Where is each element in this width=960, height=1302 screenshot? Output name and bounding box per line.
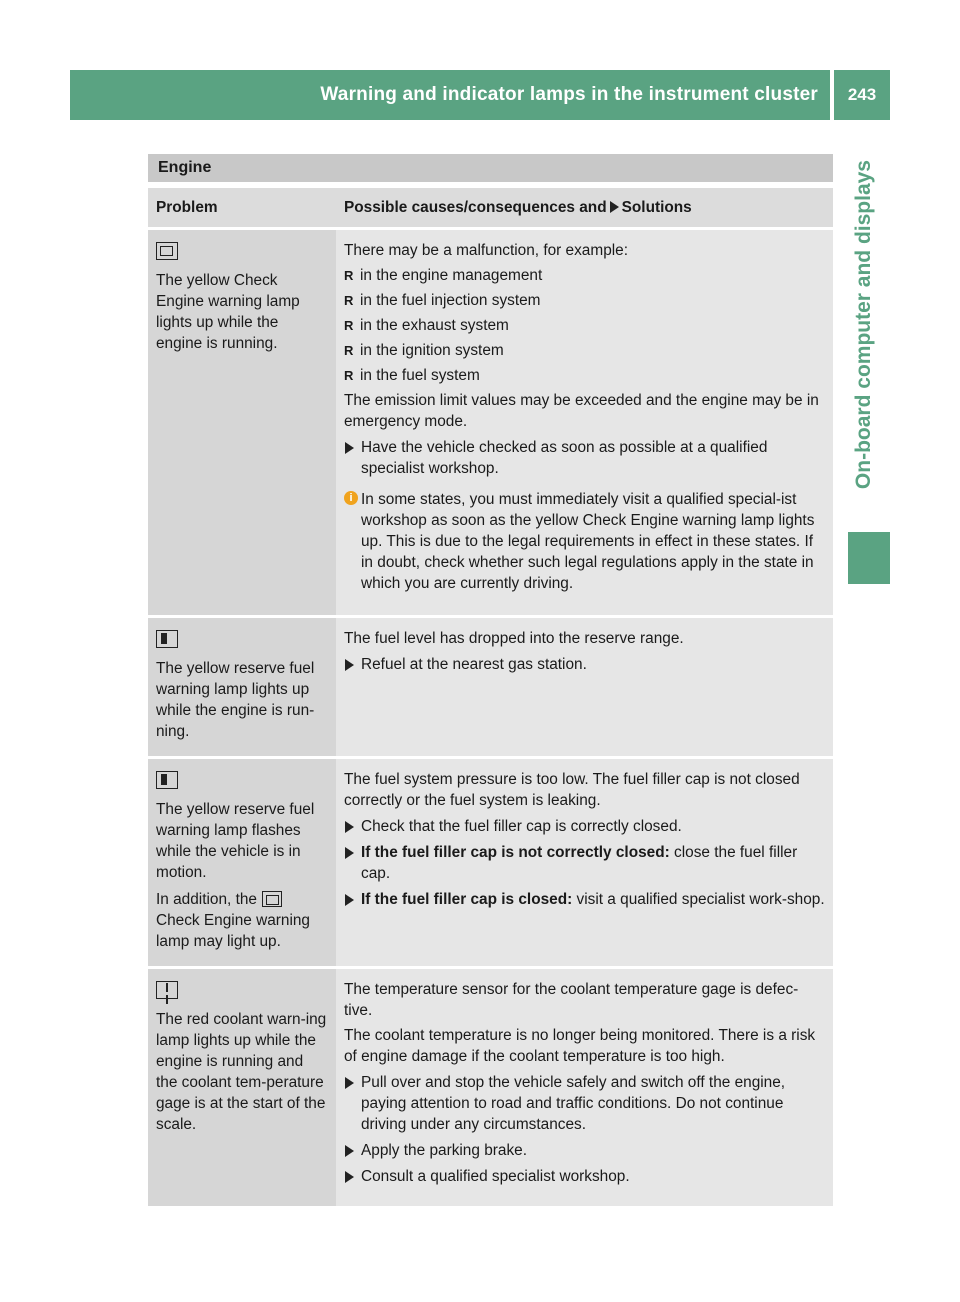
action-text: visit a qualified specialist work-shop. [572,891,825,908]
header-title: Warning and indicator lamps in the instrument cluster [320,84,818,105]
problem-text: The yellow reserve fuel warning lamp flashes while the vehicle is in motion. [156,801,315,881]
warning-table [148,188,833,1209]
cause-list [344,265,825,386]
problem-cell [148,968,336,1208]
sidebar-chapter [836,160,892,580]
problem-extra-b: Check Engine warning lamp may light up. [156,912,310,950]
arrow-icon [610,201,619,213]
action-step: Apply the parking brake. [344,1140,825,1161]
problem-text: The red coolant warn-ing lamp lights up while the engine is running and the coolant tem-perature gage is at the start of the scale. [156,1011,327,1133]
info-text: In some states, you must immediately visit a qualified special-ist workshop as soon as the yellow Check Engine warning lamp lights up. This is due to the legal requirements in effect in these states. If in doubt, check whether such legal regulations apply in the state in which you are currently driving. [361,491,815,592]
list-item: R in the fuel system [344,365,825,386]
col-solutions-text: Possible causes/consequences and [344,199,607,216]
header-title-bar [70,70,830,120]
solution-cell [336,968,833,1208]
action-step [344,842,825,884]
problem-cell [148,758,336,968]
problem-cell [148,617,336,758]
action-condition: If the fuel filler cap is closed: [361,891,573,908]
solution-text: The coolant temperature is no longer being monitored. There is a risk of engine damage if the coolant temperature is too high. [344,1027,816,1065]
solution-text: The fuel system pressure is too low. The fuel filler cap is not closed correctly or the fuel system is leaking. [344,771,800,809]
col-problem: Problem [148,188,336,229]
list-item: R in the exhaust system [344,315,825,336]
table-header-row [148,188,833,229]
list-item: R in the fuel injection system [344,290,825,311]
col-solutions [336,188,833,229]
problem-extra-a: In addition, the [156,891,257,908]
section-title: Engine [148,154,833,182]
sidebar-tab-marker [848,532,890,584]
list-item: R in the engine management [344,265,825,286]
solution-cell [336,229,833,617]
problem-text-extra [156,889,328,952]
action-condition: If the fuel filler cap is not correctly closed: [361,844,670,861]
solution-cell [336,617,833,758]
check-engine-icon [156,242,178,260]
solution-text: The emission limit values may be exceeded and the engine may be in emergency mode. [344,392,819,430]
action-text: close the fuel filler cap. [361,844,798,882]
fuel-reserve-icon [156,771,178,789]
action-step: Consult a qualified specialist workshop. [344,1166,825,1187]
action-step [344,889,825,910]
action-step: Refuel at the nearest gas station. [344,654,825,675]
list-item: R in the ignition system [344,340,825,361]
info-icon: i [344,491,358,505]
table-row [148,229,833,617]
action-step: Have the vehicle checked as soon as possible at a qualified specialist workshop. [344,437,825,479]
table-row [148,758,833,968]
problem-text: The yellow reserve fuel warning lamp lights up while the engine is run-ning. [156,660,315,740]
solution-text: The temperature sensor for the coolant temperature gage is defec-tive. [344,981,799,1019]
fuel-reserve-icon [156,630,178,648]
table-row [148,617,833,758]
page-number: 243 [834,70,890,120]
solution-cell [336,758,833,968]
col-solutions-label: Solutions [621,199,692,216]
problem-text: The yellow Check Engine warning lamp lights up while the engine is running. [156,272,300,352]
info-note [344,489,825,594]
action-step: Pull over and stop the vehicle safely and switch off the engine, paying attention to road and traffic conditions. Do not continue driving under any circumstances. [344,1072,825,1135]
sidebar-chapter-label: On-board computer and displays [852,160,875,490]
solution-intro: There may be a malfunction, for example: [344,242,629,259]
problem-cell [148,229,336,617]
action-step: Check that the fuel filler cap is correctly closed. [344,816,825,837]
solution-text: The fuel level has dropped into the reserve range. [344,630,684,647]
check-engine-icon [262,891,282,907]
coolant-temperature-icon [156,981,178,999]
table-row [148,968,833,1208]
